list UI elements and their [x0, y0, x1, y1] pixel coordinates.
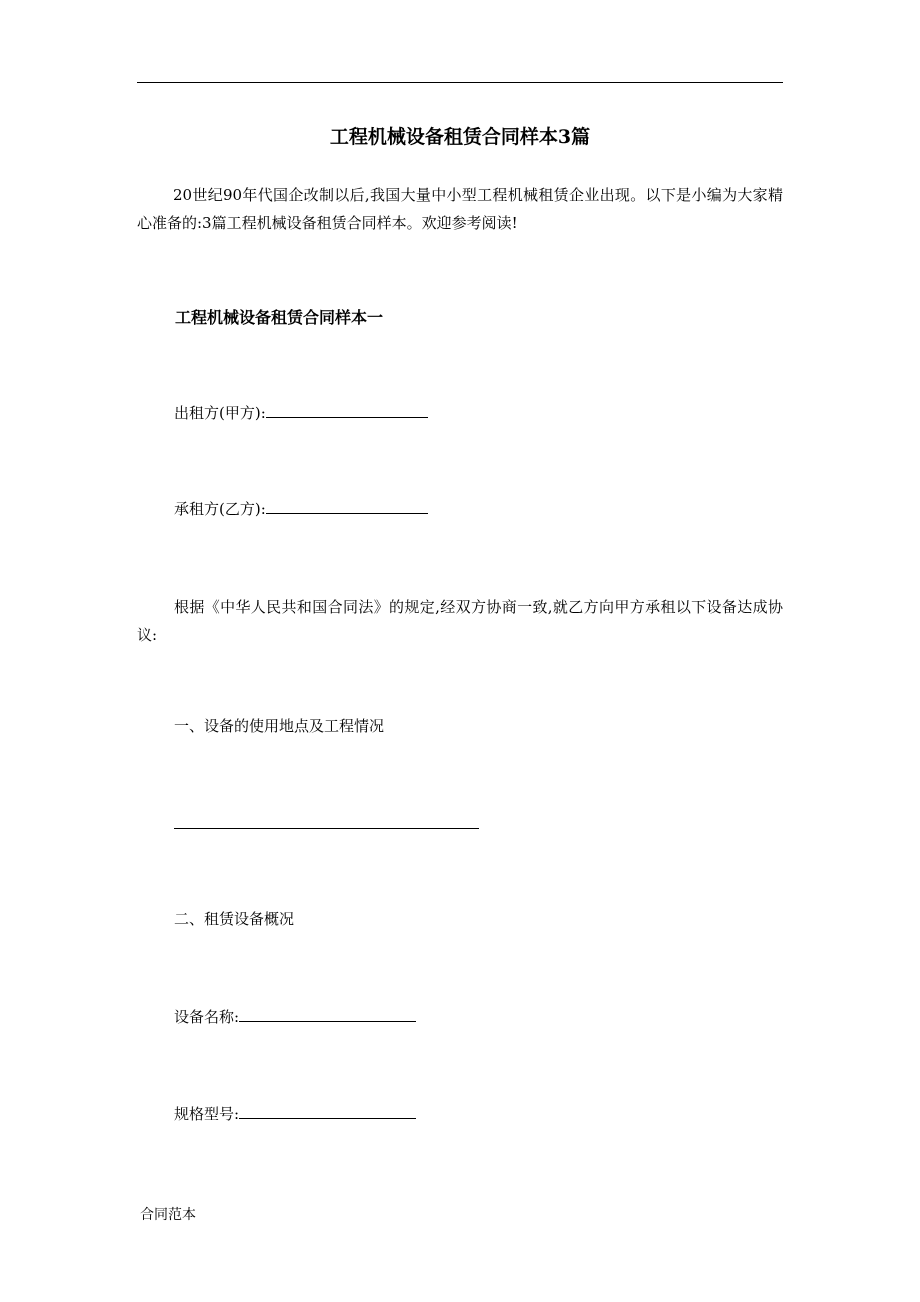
agreement-paragraph: 根据《中华人民共和国合同法》的规定,经双方协商一致,就乙方向甲方承租以下设备达成协议: — [137, 598, 783, 644]
lessee-label: 承租方(乙方): — [174, 500, 266, 518]
lessor-label: 出租方(甲方): — [174, 404, 266, 422]
usage-location-blank — [174, 828, 479, 829]
lessee-blank — [266, 499, 428, 514]
document-title: 工程机械设备租赁合同样本3篇 — [329, 126, 591, 148]
model-blank — [239, 1104, 416, 1119]
equipment-name-blank — [239, 1007, 416, 1022]
footer-label: 合同范本 — [140, 1207, 196, 1223]
model-label: 规格型号: — [174, 1105, 240, 1123]
lessor-blank — [266, 403, 428, 418]
lessee-field — [174, 497, 428, 521]
intro-paragraph: 20世纪90年代国企改制以后,我国大量中小型工程机械租赁企业出现。以下是小编为大家精心准备的:3篇工程机械设备租赁合同样本。欢迎参考阅读! — [137, 186, 783, 232]
clause-1-heading: 一、设备的使用地点及工程情况 — [174, 717, 385, 735]
header-rule — [137, 82, 783, 83]
lessor-field — [174, 401, 428, 425]
section-title: 工程机械设备租赁合同样本一 — [175, 308, 384, 327]
equipment-name-field — [174, 1005, 416, 1029]
equipment-name-label: 设备名称: — [174, 1008, 240, 1026]
model-field — [174, 1102, 416, 1126]
clause-2-heading: 二、租赁设备概况 — [174, 910, 295, 928]
